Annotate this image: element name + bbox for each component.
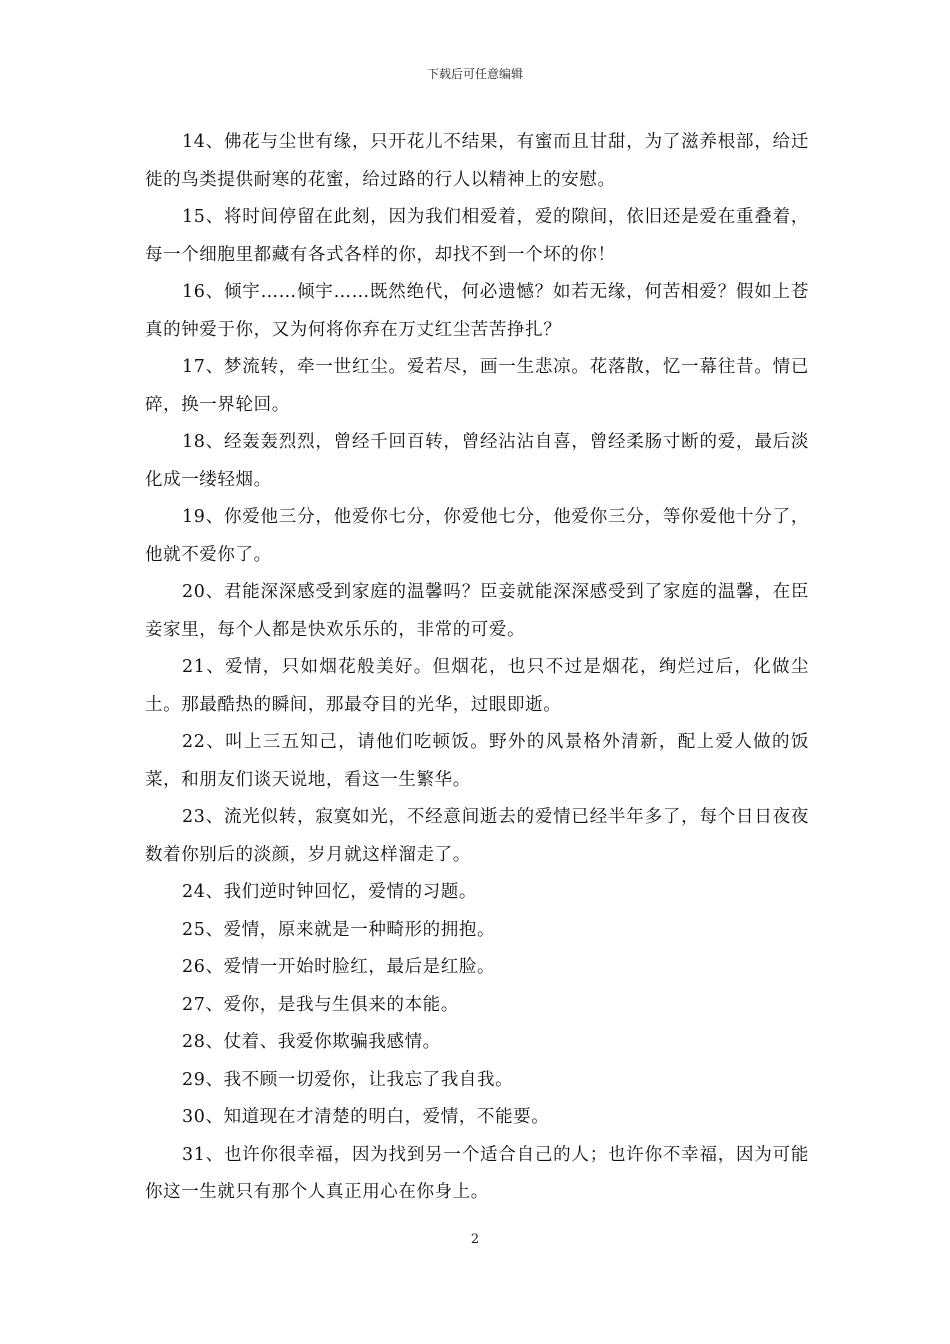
paragraph-21: 21、爱情，只如烟花般美好。但烟花，也只不过是烟花，绚烂过后，化做尘土。那最酷热的瞬间，那最夺目的光华，过眼即逝。: [145, 657, 809, 715]
paragraph-29: 29、我不顾一切爱你，让我忘了我自我。: [182, 1069, 514, 1090]
paragraph-15: 15、将时间停留在此刻，因为我们相爱着，爱的隙间，依旧还是爱在重叠着，每一个细胞里都藏有各式各样的你，却找不到一个坏的你！: [145, 207, 809, 265]
document-body: [145, 124, 809, 1212]
paragraph-24: 24、我们逆时钟回忆，爱情的习题。: [182, 882, 477, 902]
paragraph-17: 17、梦流转，牵一世红尘。爱若尽，画一生悲凉。花落散，忆一幕往昔。情已碎，换一界轮回。: [145, 357, 809, 415]
page-number: 2: [470, 1232, 480, 1247]
paragraph-20: 20、君能深深感受到家庭的温馨吗？臣妾就能深深感受到了家庭的温馨，在臣妾家里，每个人都是快欢乐乐的，非常的可爱。: [145, 582, 809, 640]
paragraph-22: 22、叫上三五知己，请他们吃顿饭。野外的风景格外清新，配上爱人做的饭菜，和朋友们谈天说地，看这一生繁华。: [145, 732, 809, 790]
paragraph-26: 26、爱情一开始时脸红，最后是红脸。: [182, 957, 496, 977]
paragraph-25: 25、爱情，原来就是一种畸形的拥抱。: [182, 919, 496, 940]
paragraph-19: 19、你爱他三分，他爱你七分，你爱他七分，他爱你三分，等你爱他十分了，他就不爱你了。: [145, 507, 809, 565]
paragraph-27: 27、爱你，是我与生俱来的本能。: [182, 994, 459, 1015]
page-header: 下载后可任意编辑: [426, 67, 523, 81]
paragraph-31: 31、也许你很幸福，因为找到另一个适合自己的人；也许你不幸福，因为可能你这一生就只有那个人真正用心在你身上。: [145, 1144, 809, 1202]
paragraph-16: 16、倾宇……倾宇……既然绝代，何必遗憾？如若无缘，何苦相爱？假如上苍真的钟爱于你，又为何将你弃在万丈红尘苦苦挣扎？: [145, 282, 809, 340]
paragraph-28: 28、仗着、我爱你欺骗我感情。: [182, 1032, 441, 1052]
paragraph-30: 30、知道现在才清楚的明白，爱情，不能要。: [182, 1107, 550, 1127]
paragraph-18: 18、经轰轰烈烈，曾经千回百转，曾经沾沾自喜，曾经柔肠寸断的爱，最后淡化成一缕轻烟。: [145, 432, 809, 490]
paragraph-14: 14、佛花与尘世有缘，只开花儿不结果，有蜜而且甘甜，为了滋养根部，给迁徙的鸟类提供耐寒的花蜜，给过路的行人以精神上的安慰。: [145, 132, 809, 190]
paragraph-23: 23、流光似转，寂寞如光，不经意间逝去的爱情已经半年多了，每个日日夜夜数着你别后的淡颜，岁月就这样溜走了。: [145, 807, 809, 865]
